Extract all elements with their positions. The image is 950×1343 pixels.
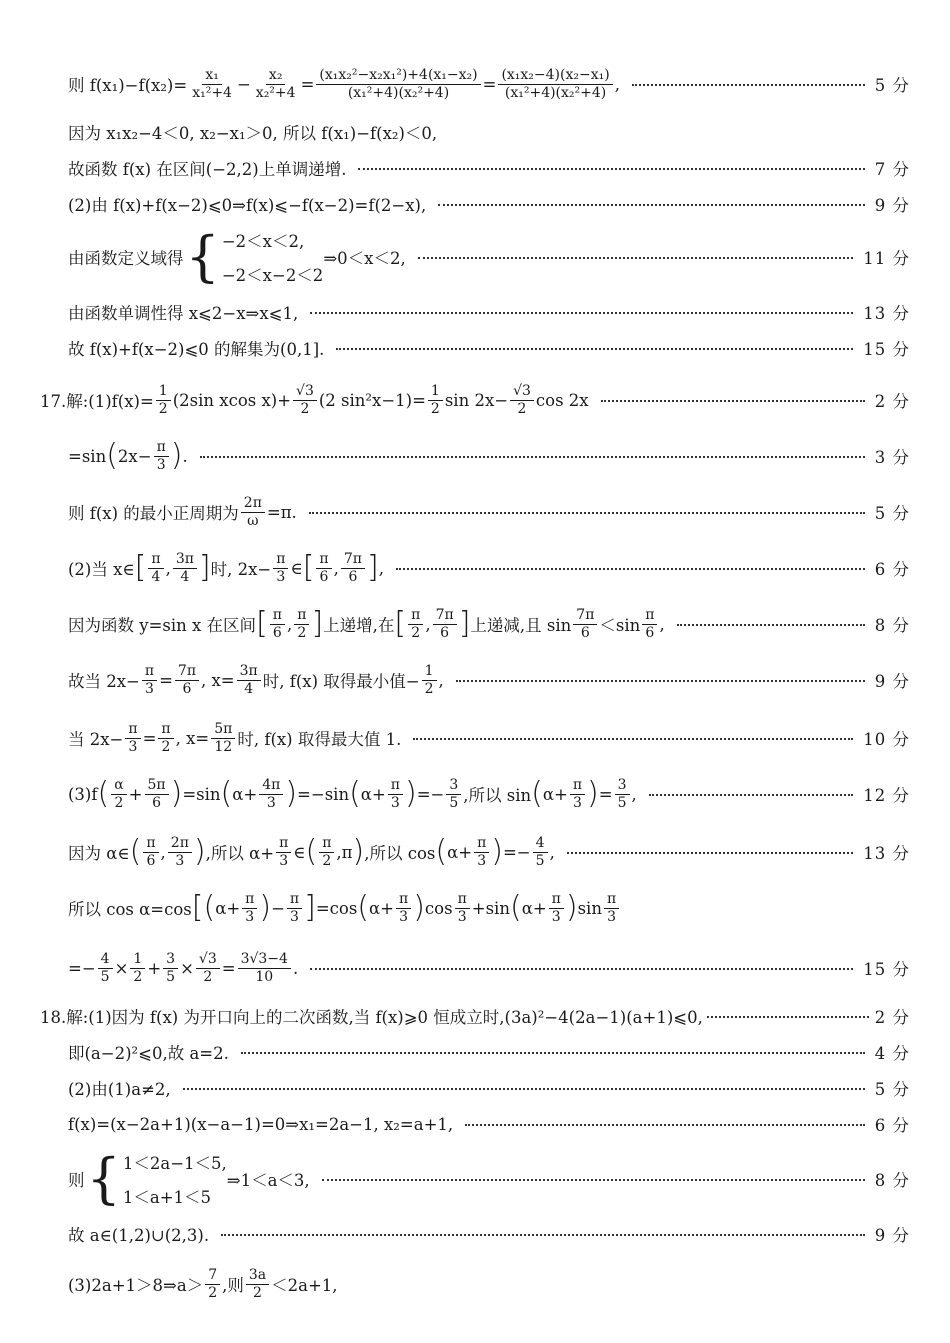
- dot-leader: [465, 1124, 865, 1126]
- score: 10 分: [863, 730, 910, 749]
- score: 5 分: [874, 1080, 910, 1099]
- dot-leader: [310, 968, 853, 970]
- text: (2)由(1)a≠2,: [68, 1080, 171, 1099]
- line-3: [68, 154, 910, 182]
- dot-leader: [677, 624, 865, 626]
- line-11: (2)当 x∈ [ $\frac{\pi}{4}$ , $\frac{3\pi}{4}$ ] 时, 2x− $\frac{\pi}{3}$ ∈ [ $\frac{\pi}{6}$ , $\frac{7\pi}{6}$ ] , 6 分: [68, 550, 910, 585]
- dot-leader: [310, 312, 853, 314]
- dot-leader: [309, 512, 865, 514]
- dot-leader: [336, 348, 853, 350]
- text: 18.解:(1)因为 f(x) 为开口向上的二次函数,当 f(x)⩾0 恒成立时,(3a)²−4(2a−1)(a+1)⩽0,: [40, 1008, 703, 1027]
- text: 故 a∈(1,2)∪(2,3).: [68, 1226, 210, 1245]
- dot-leader: [649, 794, 854, 796]
- dot-leader: [567, 852, 853, 854]
- text: 由函数定义域得: [68, 249, 184, 268]
- score: 3 分: [874, 448, 910, 467]
- score: 2 分: [874, 1008, 910, 1027]
- line-1: 则 f(x₁)−f(x₂)= $\frac{\text{x₁}}{\text{x₁²+4}}$ − $\frac{\text{x₂}}{\text{x₂²+4}}$ = $\frac{\text{(x₁x₂²−x₂x₁²)+4(x₁−x₂)}}{\text{(x₁²+4)(x₂²+4)}}$ = $\frac{\text{(x₁x₂−4)(x₂−x₁)}}{\text{(x₁²+4)(x₂²+4)}}$ , 5 分: [68, 67, 910, 101]
- line-2: [68, 118, 910, 146]
- text: 即(a−2)²⩽0,故 a=2.: [68, 1044, 229, 1063]
- score: 11 分: [863, 249, 910, 268]
- dot-leader: [358, 168, 864, 170]
- text: 由函数单调性得 x⩽2−x⇒x⩽1,: [68, 304, 299, 323]
- score: 15 分: [863, 960, 910, 979]
- dot-leader: [456, 680, 865, 682]
- dot-leader: [707, 1016, 869, 1018]
- line-5: [68, 226, 910, 288]
- line-10: 则 f(x) 的最小正周期为 $\frac{2\pi}{\omega}$ =π. 5 分: [68, 495, 910, 529]
- equation-system: { 1＜2a−1＜5, 1＜a+1＜5: [86, 1147, 227, 1210]
- line-6: [68, 298, 910, 326]
- line-24: [68, 1220, 910, 1248]
- line-20: [68, 1038, 910, 1066]
- score: 6 分: [874, 1116, 910, 1135]
- dot-leader: [183, 1088, 865, 1090]
- score: 12 分: [863, 786, 910, 805]
- dot-leader: [396, 568, 865, 570]
- score: 13 分: [863, 304, 910, 323]
- line-13: 故当 2x− $\frac{\pi}{3}$ = $\frac{7\pi}{6}$ , x= $\frac{3\pi}{4}$ 时, f(x) 取得最小值− $\frac{1}{2}$ , 9 分: [68, 663, 910, 697]
- text: 故 f(x)+f(x−2)⩽0 的解集为(0,1].: [68, 340, 325, 359]
- dot-leader: [601, 400, 865, 402]
- text: ⇒1＜a＜3,: [226, 1171, 310, 1190]
- score: 9 分: [874, 196, 910, 215]
- dot-leader: [632, 84, 865, 86]
- text: 故函数 f(x) 在区间(−2,2)上单调递增.: [68, 160, 347, 179]
- score: 8 分: [874, 1171, 910, 1190]
- line-9: =sin ( 2x− $\frac{\pi}{3}$ ) . 3 分: [68, 438, 910, 473]
- score: 2 分: [874, 392, 910, 411]
- text: ⇒0＜x＜2,: [323, 249, 406, 268]
- line-23: [68, 1146, 910, 1212]
- line-18: =− $\frac{4}{5}$ × $\frac{1}{2}$ + $\frac{3}{5}$ × $\frac{√3}{2}$ = $\frac{3√3-4}{10}$ . 15 分: [68, 951, 910, 985]
- text: f(x)=(x−2a+1)(x−a−1)=0⇒x₁=2a−1, x₂=a+1,: [68, 1114, 454, 1134]
- dot-leader: [200, 456, 865, 458]
- dot-leader: [438, 204, 865, 206]
- line-16: 因为 α∈ ( $\frac{\pi}{6}$ , $\frac{2\pi}{3}$ ) ,所以 α+ $\frac{\pi}{3}$ ∈ ( $\frac{\pi}{2}$ ,π ) ,所以 cos ( α+ $\frac{\pi}{3}$ ) =− $\frac{4}{5}$ , 13 分: [68, 834, 910, 869]
- score: 8 分: [874, 616, 910, 635]
- score: 9 分: [874, 1226, 910, 1245]
- line-25: (3)2a+1＞8⇒a＞ $\frac{7}{2}$ ,则 $\frac{3a}{2}$ ＜2a+1,: [68, 1267, 338, 1301]
- score: 6 分: [874, 560, 910, 579]
- line-14: 当 2x− $\frac{\pi}{3}$ = $\frac{\pi}{2}$ , x= $\frac{5\pi}{12}$ 时, f(x) 取得最大值 1. 10 分: [68, 721, 910, 755]
- line-15: (3)f ( $\frac{\alpha}{2}$ + $\frac{5\pi}{6}$ ) =sin ( α+ $\frac{4\pi}{3}$ ) =−sin ( α+ $\frac{\pi}{3}$ ) =− $\frac{3}{5}$ ,所以 sin ( α+ $\frac{\pi}{3}$ ) = $\frac{3}{5}$ , 12 分: [68, 776, 910, 811]
- text: (2)由 f(x)+f(x−2)⩽0⇒f(x)⩽−f(x−2)=f(2−x),: [68, 196, 427, 215]
- equation-system: { −2＜x＜2, −2＜x−2＜2: [185, 225, 324, 288]
- fraction: $\frac{\text{(x₁x₂²−x₂x₁²)+4(x₁−x₂)}}{\text{(x₁²+4)(x₂²+4)}}$: [316, 67, 480, 100]
- score: 5 分: [874, 504, 910, 523]
- line-17: 所以 cos α=cos [ ( α+ $\frac{\pi}{3}$ ) − $\frac{\pi}{3}$ ] =cos ( α+ $\frac{\pi}{3}$ ) cos $\frac{\pi}{3}$ +sin ( α+ $\frac{\pi}{3}$ ) sin $\frac{\pi}{3}$: [68, 886, 910, 930]
- fraction: $\frac{\text{(x₁x₂−4)(x₂−x₁)}}{\text{(x₁²+4)(x₂²+4)}}$: [498, 67, 612, 100]
- line-22: [68, 1110, 910, 1138]
- dot-leader: [418, 257, 854, 259]
- fraction: $\frac{\text{x₁}}{\text{x₁²+4}}$: [192, 67, 232, 101]
- dot-leader: [221, 1234, 865, 1236]
- line-4: [68, 190, 910, 218]
- score: 9 分: [874, 672, 910, 691]
- score: 4 分: [874, 1044, 910, 1063]
- fraction: $\frac{\text{x₂}}{\text{x₂²+4}}$: [255, 67, 296, 101]
- line-7: [68, 334, 910, 362]
- line-21: [68, 1074, 910, 1102]
- line-8: 17.解:(1)f(x)= $\frac{1}{2}$ (2sin xcos x)+ $\frac{√3}{2}$ (2 sin²x−1)= $\frac{1}{2}$ sin 2x− $\frac{√3}{2}$ cos 2x 2 分: [40, 383, 910, 417]
- score: 13 分: [863, 844, 910, 863]
- dot-leader: [241, 1052, 865, 1054]
- text: 则 f(x₁)−f(x₂)=: [68, 76, 188, 95]
- score: 5 分: [874, 76, 910, 95]
- text: 因为 x₁x₂−4＜0, x₂−x₁＞0, 所以 f(x₁)−f(x₂)＜0,: [68, 124, 438, 143]
- dot-leader: [322, 1179, 865, 1181]
- line-12: 因为函数 y=sin x 在区间 [ $\frac{\pi}{6}$ , $\frac{\pi}{2}$ ] 上递增,在 [ $\frac{\pi}{2}$ , $\frac{7\pi}{6}$ ] 上递减,且 sin $\frac{7\pi}{6}$ ＜sin $\frac{\pi}{6}$ , 8 分: [68, 606, 910, 641]
- score: 15 分: [863, 340, 910, 359]
- line-19: [40, 1002, 910, 1030]
- dot-leader: [413, 738, 853, 740]
- text: 则: [68, 1171, 85, 1190]
- score: 7 分: [874, 160, 910, 179]
